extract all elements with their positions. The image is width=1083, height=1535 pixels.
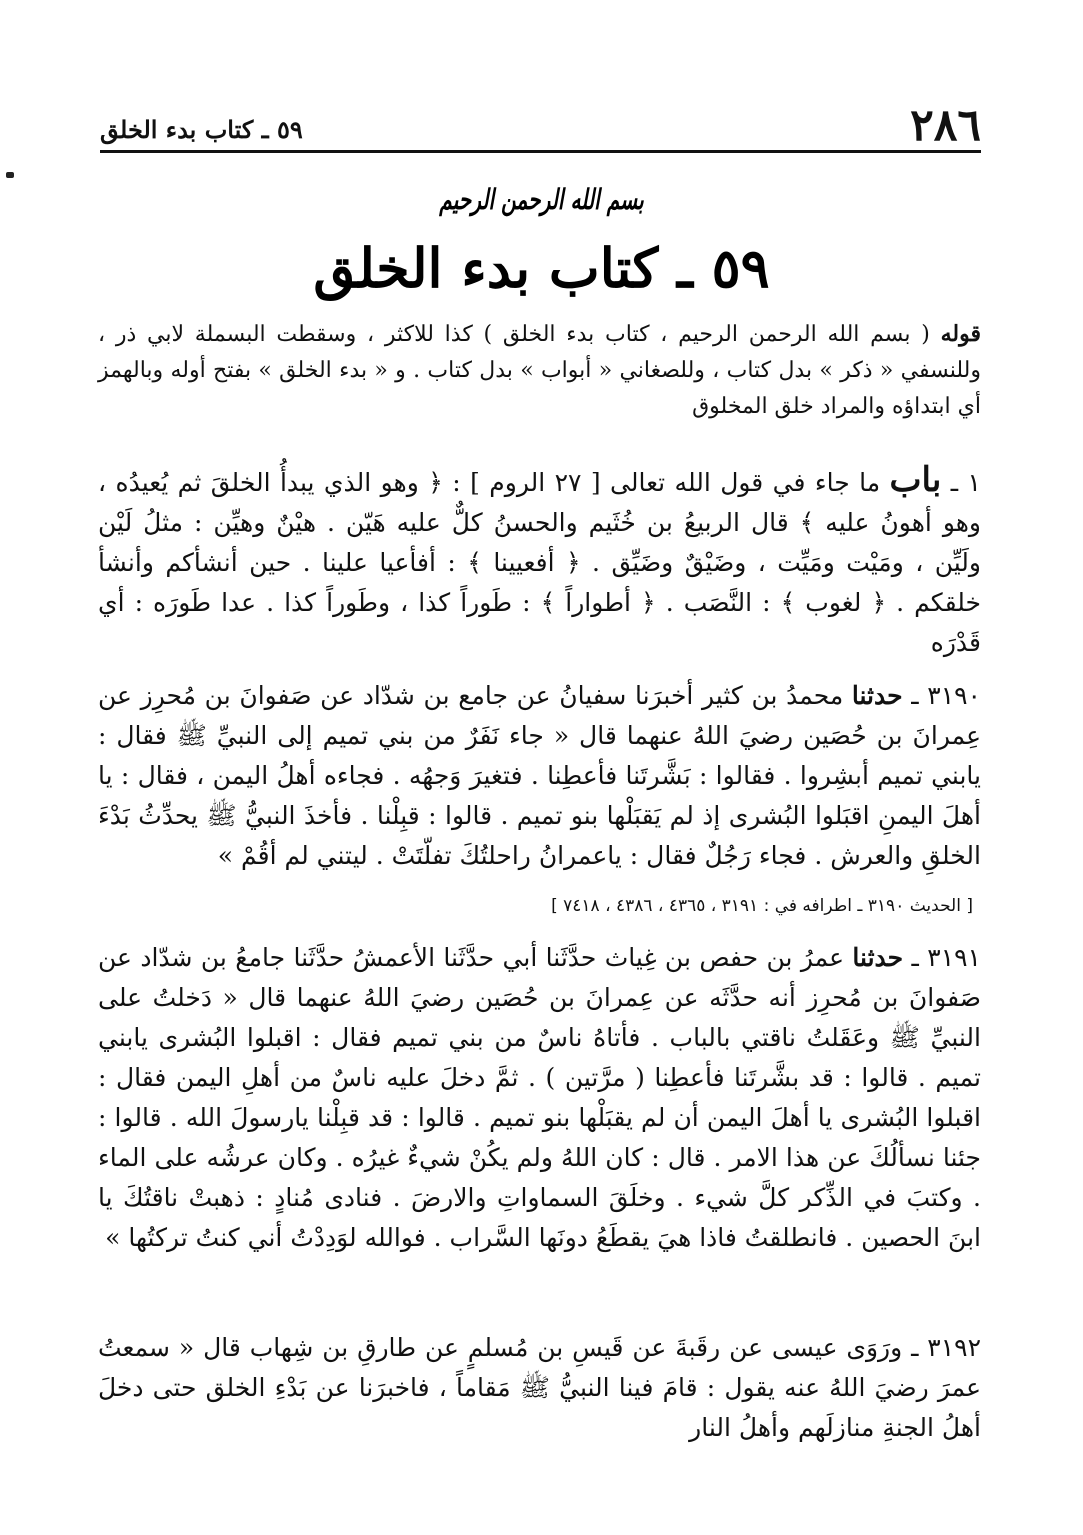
hadith-lead: حدثنا xyxy=(852,943,904,972)
basmala-calligraphy: بسم الله الرحمن الرحيم xyxy=(439,183,644,216)
hadith-text: محمدُ بن كثير أخبرَنا سفيانُ عن جامع بن شدّاد عن صَفوانَ بن مُحرِز عن عِمرانَ بن حُصَين رضيَ اللهُ عنهما قال « جاء نَفَرٌ من بني تميم إلى النبيِّ ﷺ فقال : يابني تميم أبشِروا . فقالوا : بَشَّرتَنا فأعطِنا . فتغيرَ وَجهُه . فجاءه أهلُ اليمن ، فقال : يا أهلَ اليمنِ اقبَلوا البُشرى إذ لم يَقبَلْها بنو تميم . قالوا : قبِلْنا . فأخذَ النبيُّ ﷺ يحدِّثُ بَدْءَ الخلقِ والعرش . فجاء رَجُلٌ فقال : ياعمرانُ راحلتُكَ تفلّتَتْ . ليتني لم أقُمْ » xyxy=(98,681,981,870)
hadith-3192 xyxy=(98,1328,981,1448)
bab-label: باب xyxy=(889,460,942,500)
hadith-number: ٣١٩٢ ـ xyxy=(911,1333,981,1362)
hadith-3190 xyxy=(98,676,981,876)
intro-paragraph xyxy=(98,316,981,425)
page-number: ٢٨٦ xyxy=(910,100,981,151)
hadith-lead: حدثنا xyxy=(851,681,903,710)
hadith-text: ورَوَى عيسى عن رقَبةَ عن قَيسِ بن مُسلمٍ عن طارقِ بن شِهاب قال « سمعتُ عمرَ رضيَ اللهُ عنه يقول : قامَ فينا النبيُّ ﷺ مَقاماً ، فاخبرَنا عن بَدْءِ الخلق حتى دخلَ أهلُ الجنةِ منازلَهم وأهلُ النار xyxy=(98,1333,981,1442)
hadith-number: ٣١٩٠ ـ xyxy=(911,681,981,710)
intro-text: ( بسم الله الرحمن الرحيم ، كتاب بدء الخلق ) كذا للاكثر ، وسقطت البسملة لابي ذر ، وللنسفي « ذكر » بدل كتاب ، وللصغاني « أبواب » بدل كتاب . و « بدء الخلق » بفتح أوله وبالهمز أي ابتداؤه والمراد خلق المخلوق xyxy=(98,322,981,419)
hadith-3191 xyxy=(98,938,981,1258)
book-title: ٥٩ ـ كتاب بدء الخلق xyxy=(313,236,770,300)
bab-paragraph xyxy=(98,460,981,663)
hadith-number: ٣١٩١ ـ xyxy=(911,943,981,972)
scan-speck xyxy=(6,172,14,178)
running-title: ٥٩ ـ كتاب بدء الخلق xyxy=(100,115,303,144)
running-header xyxy=(100,100,981,153)
intro-lead: قوله xyxy=(940,321,981,347)
hadith-text: عمرُ بن حفص بن غِياث حدَّثَنا أبي حدَّثَنا الأعمشُ حدَّثَنا جامعُ بن شدّاد عن صَفوانَ بن مُحرِز أنه حدَّثَه عن عِمرانَ بن حُصَين رضيَ اللهُ عنهما قال « دَخلتُ على النبيِّ ﷺ وعَقَلتُ ناقتي بالباب . فأتاهُ ناسٌ من بني تميم فقال : اقبلوا البُشرى يابني تميم . قالوا : قد بشَّرتَنا فأعطِنا ( مرَّتين ) . ثمَّ دخلَ عليه ناسٌ من أهلِ اليمن فقال : اقبلوا البُشرى يا أهلَ اليمن أن لم يقبَلْها بنو تميم . قالوا : قد قبِلْنا يارسولَ الله . قالوا : جئنا نسألُكَ عن هذا الامر . قال : كان اللهُ ولم يكُنْ شيءٌ غيرُه . وكان عرشُه على الماء . وكتبَ في الذِّكر كلَّ شيء . وخلَقَ السماواتِ والارضَ . فنادى مُنادٍ : ذهبتْ ناقتُكَ يا ابنَ الحصين . فانطلقتُ فاذا هيَ يقطَعُ دونَها السَّراب . فوالله لوَدِدْتُ أني كنتُ تركتُها » xyxy=(98,943,981,1252)
bab-text: ما جاء في قول الله تعالى [ ٢٧ الروم ] : ﴿ وهو الذي يبدأُ الخلقَ ثم يُعيدُه ، وهو أهونُ عليه ﴾ قال الربيعُ بن خُثَيم والحسنُ كلٌّ عليه هَيّن . هيْنٌ وهيِّن : مثلُ لَيْن ولَيِّن ، ومَيْت ومَيِّت ، وضَيْقٌ وضَيِّق . ﴿ أفعيينا ﴾ : أفأعيا علينا . حين أنشأكم وأنشأ خلقكم . ﴿ لغوب ﴾ : النَّصَب . ﴿ أطواراً ﴾ : طَوراً كذا ، وطَوراً كذا . عدا طَورَه : أي قَدْرَه xyxy=(98,468,981,657)
bab-number: ١ ـ xyxy=(950,468,981,497)
hadith-reference-note: [ الحديث ٣١٩٠ ـ اطرافه في : ٣١٩١ ، ٤٣٦٥ ، ٤٣٨٦ ، ٧٤١٨ ] xyxy=(551,896,973,916)
